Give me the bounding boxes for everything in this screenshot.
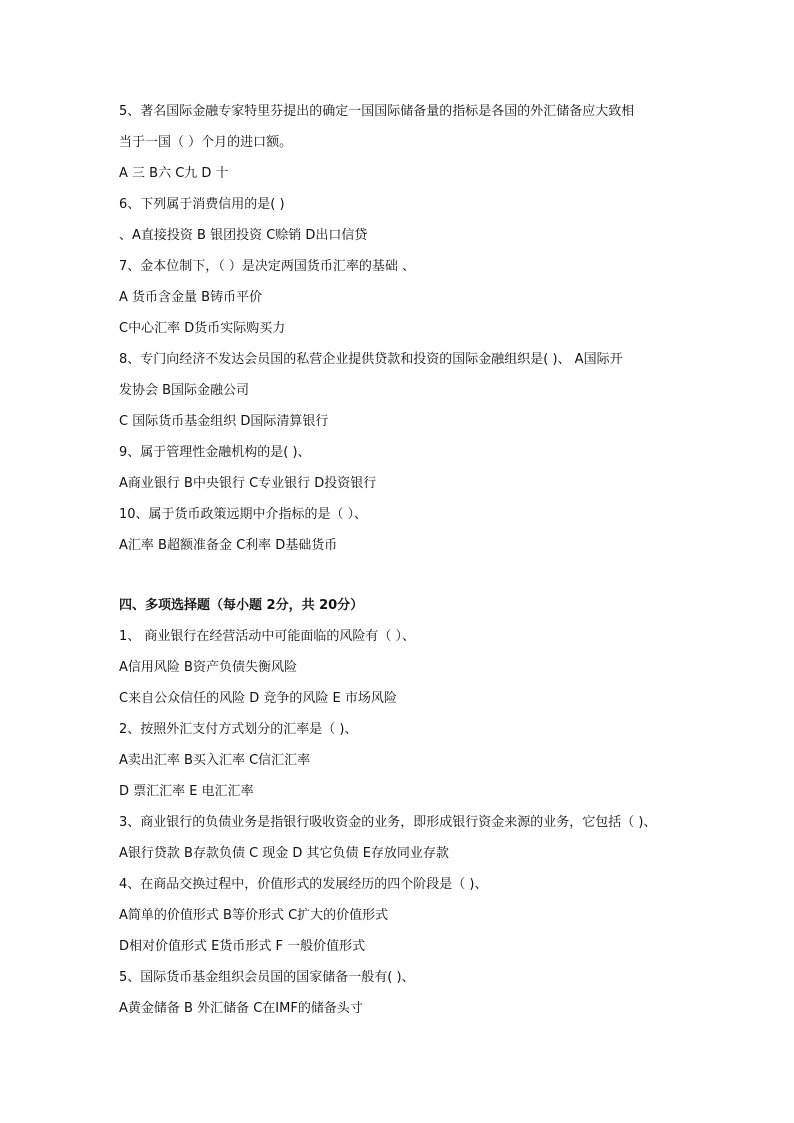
answer-options: A信用风险 B资产负债失衡风险 — [119, 660, 297, 675]
answer-options: A汇率 B超额准备金 C利率 D基础货币 — [119, 538, 338, 553]
answer-options: D 票汇汇率 E 电汇汇率 — [119, 784, 254, 799]
question-text-continued: 当于一国（ ）个月的进口额。 — [119, 135, 293, 150]
answer-options: A卖出汇率 B买入汇率 C信汇汇率 — [119, 753, 311, 768]
question-text: 5、国际货币基金组织会员国的国家储备一般有( )、 — [119, 970, 415, 985]
answer-options: A黄金储备 B 外汇储备 C在IMF的储备头寸 — [119, 1001, 363, 1016]
answer-options: 、A直接投资 B 银团投资 C赊销 D出口信贷 — [119, 228, 368, 243]
question-text: 6、下列属于消费信用的是( ) — [119, 197, 285, 212]
answer-options: C 国际货币基金组织 D国际清算银行 — [119, 414, 329, 429]
answer-options: C中心汇率 D货币实际购买力 — [119, 321, 286, 336]
answer-options: C来自公众信任的风险 D 竞争的风险 E 市场风险 — [119, 691, 397, 706]
document-body — [119, 101, 719, 1029]
question-text: 8、专门向经济不发达会员国的私营企业提供贷款和投资的国际金融组织是( )、 A国际开 — [119, 352, 623, 367]
question-text: 4、在商品交换过程中，价值形式的发展经历的四个阶段是（ )、 — [119, 877, 488, 892]
answer-options: A银行贷款 B存款负债 C 现金 D 其它负债 E存放同业存款 — [119, 846, 449, 861]
question-text: 5、著名国际金融专家特里芬提出的确定一国国际储备量的指标是各国的外汇储备应大致相 — [119, 104, 635, 119]
question-text: 9、属于管理性金融机构的是( )、 — [119, 445, 311, 460]
answer-options: A商业银行 B中央银行 C专业银行 D投资银行 — [119, 476, 377, 491]
answer-options: A 三 B六 C九 D 十 — [119, 166, 229, 181]
question-text: 1、 商业银行在经营活动中可能面临的风险有（ ）、 — [119, 629, 416, 644]
question-text: 10、属于货币政策远期中介指标的是（ ）、 — [119, 507, 368, 522]
answer-options: D相对价值形式 E货币形式 F 一般价值形式 — [119, 939, 366, 954]
section-heading: 四、多项选择题（每小题 2分，共 20分） — [119, 598, 364, 613]
question-text: 2、按照外汇支付方式划分的汇率是（ )、 — [119, 722, 358, 737]
question-text: 7、金本位制下，（ ）是决定两国货币汇率的基础 、 — [119, 259, 416, 274]
answer-options: 发协会 B国际金融公司 — [119, 383, 250, 398]
answer-options: A 货币含金量 B铸币平价 — [119, 290, 263, 305]
answer-options: A简单的价值形式 B等价形式 C扩大的价值形式 — [119, 908, 389, 923]
section-spacer — [119, 566, 719, 595]
question-text: 3、商业银行的负债业务是指银行吸收资金的业务，即形成银行资金来源的业务，它包括（ )、 — [119, 815, 657, 830]
